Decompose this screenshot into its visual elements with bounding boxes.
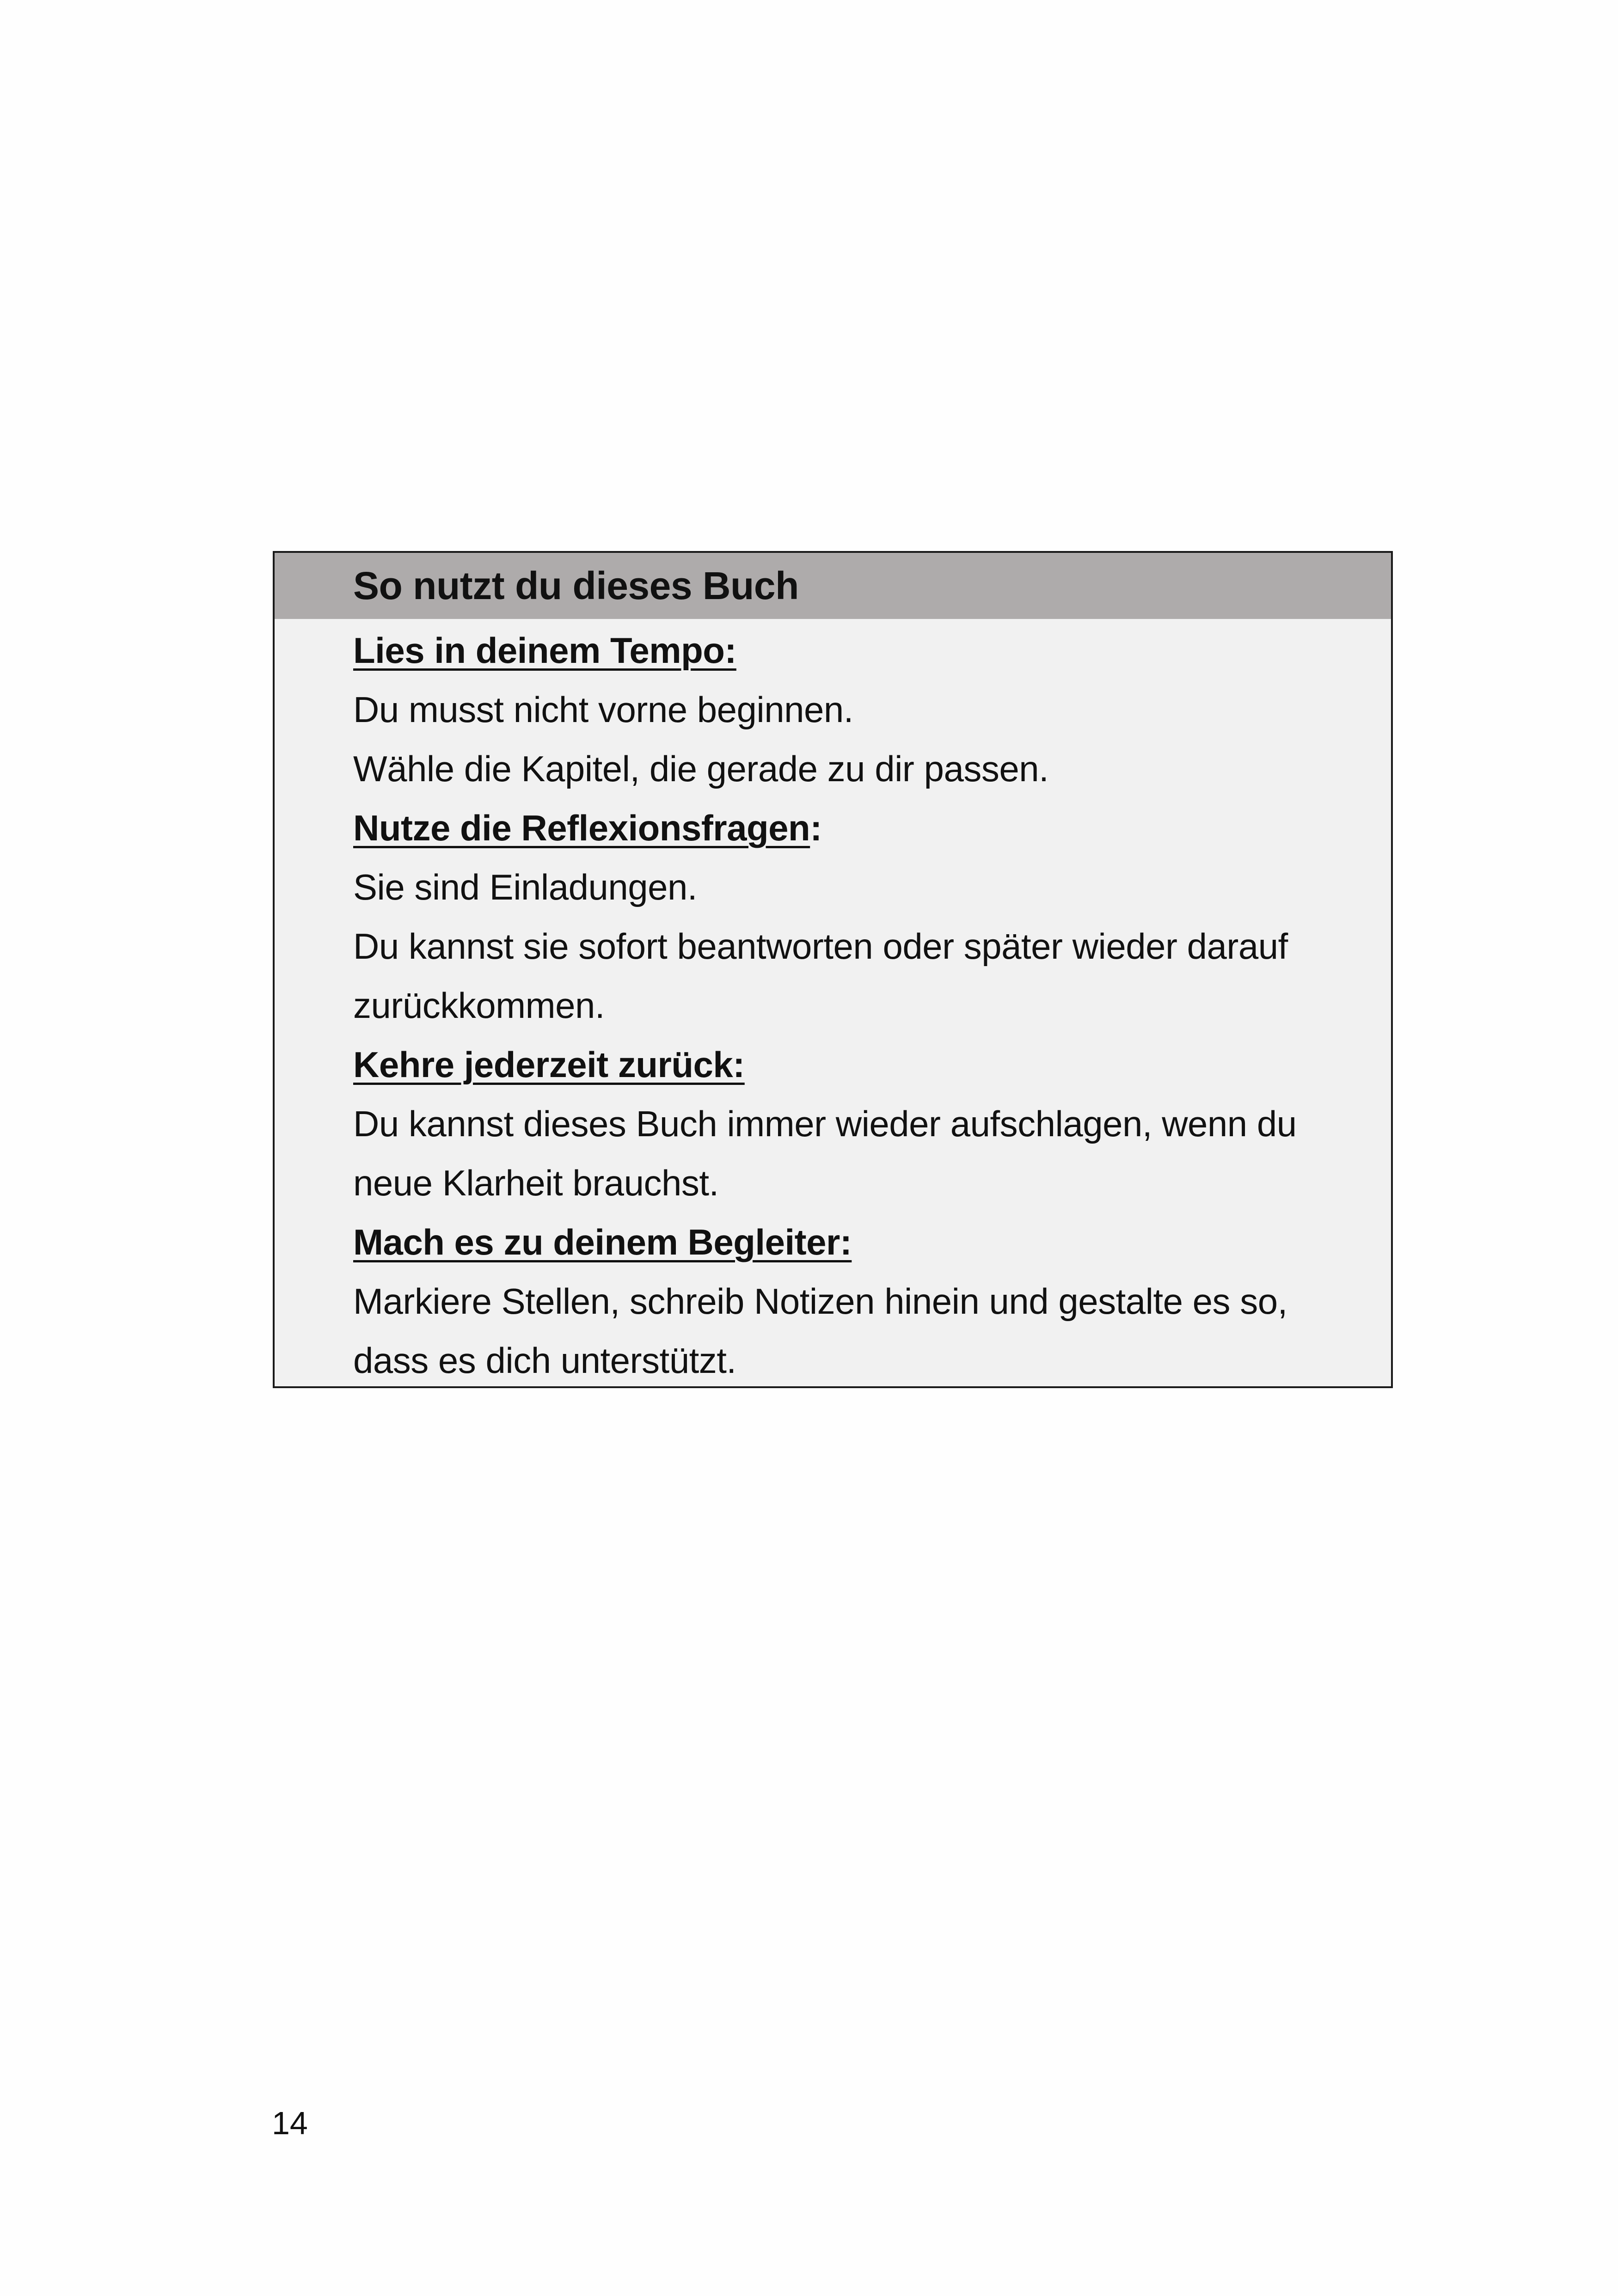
section-heading-text: Nutze die Reflexionsfragen: [353, 808, 810, 848]
section-heading-text: Lies in deinem Tempo:: [353, 630, 736, 671]
body-line: Du kannst dieses Buch immer wieder aufschlagen, wenn du: [353, 1103, 1297, 1144]
section-heading: [353, 621, 1373, 680]
section-heading-text: Kehre jederzeit zurück:: [353, 1044, 745, 1085]
body-line: zurückkommen.: [353, 985, 605, 1026]
body-line: Wähle die Kapitel, die gerade zu dir passen.: [353, 748, 1049, 789]
box-title: So nutzt du dieses Buch: [353, 564, 799, 607]
body-line: dass es dich unterstützt.: [353, 1340, 736, 1381]
body-line: Du musst nicht vorne beginnen.: [353, 689, 853, 730]
section-heading: [353, 798, 1373, 857]
section-heading: [353, 1212, 1373, 1272]
section-heading-suffix: :: [810, 808, 822, 848]
section-heading-text: Mach es zu deinem Begleiter:: [353, 1222, 852, 1262]
body-line: Markiere Stellen, schreib Notizen hinein und gestalte es so,: [353, 1281, 1287, 1322]
body-line: neue Klarheit brauchst.: [353, 1163, 719, 1203]
section-heading: [353, 1035, 1373, 1094]
info-box: [273, 551, 1393, 1388]
body-line: Sie sind Einladungen.: [353, 867, 698, 907]
page-number: 14: [272, 2105, 308, 2141]
box-body: [275, 619, 1391, 1390]
body-line: Du kannst sie sofort beantworten oder später wieder darauf: [353, 926, 1288, 967]
box-header: [275, 553, 1391, 619]
